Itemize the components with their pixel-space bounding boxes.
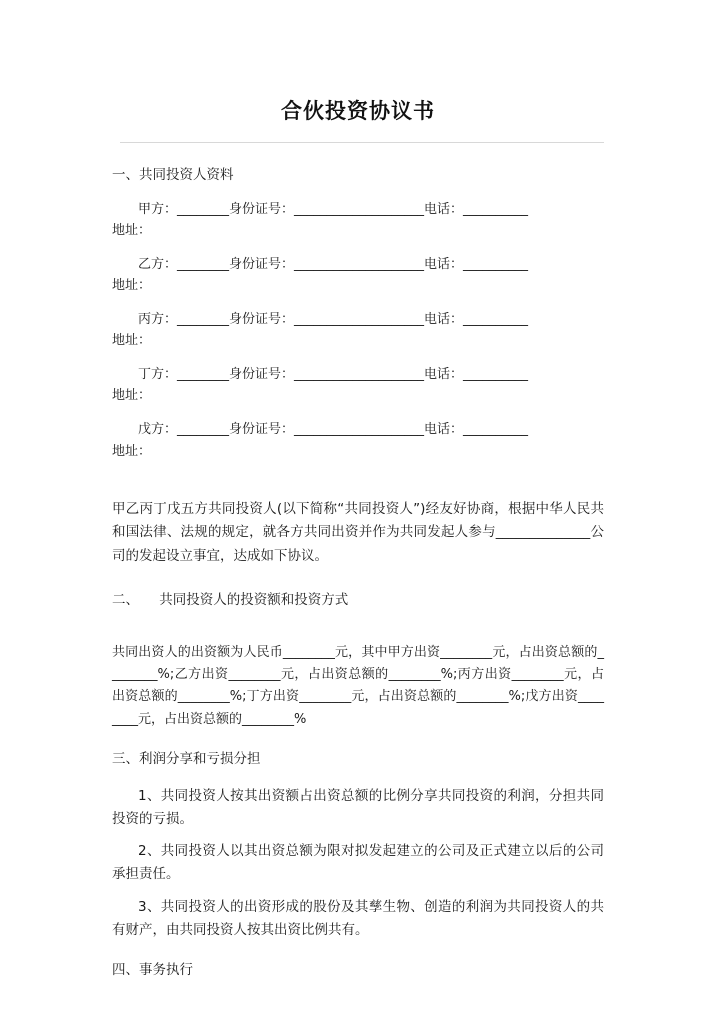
party-entry-jia <box>112 199 604 241</box>
party-entry-ding <box>112 364 604 406</box>
party-address-label-jia: 地址： <box>112 223 152 239</box>
preamble-paragraph: 甲乙丙丁戊五方共同投资人(以下简称“共同投资人”)经友好协商，根据中华人民共和国法律、法规的规定，就各方共同出资并作为共同发起人参与______________公司的发起设立事宜，达成如下协议。 <box>112 500 604 564</box>
party-entry-wu <box>112 419 604 461</box>
party-address-label-bing: 地址： <box>112 333 152 349</box>
party-line-wu: 戊方：________身份证号：____________________电话：__________ <box>112 422 529 438</box>
section-heading-4: 四、事务执行 <box>112 961 193 978</box>
party-address-label-wu: 地址： <box>112 443 152 459</box>
party-line-yi: 乙方：________身份证号：____________________电话：__________ <box>112 257 529 273</box>
section-3-item-3: 3、共同投资人的出资形成的股份及其孳生物、创造的利润为共同投资人的共有财产，由共同投资人按其出资比例共有。 <box>112 898 604 938</box>
section-heading-3: 三、利润分享和亏损分担 <box>112 751 261 768</box>
section-heading-2: 二、 共同投资人的投资额和投资方式 <box>112 592 349 609</box>
document-body <box>112 0 604 982</box>
section-3-item-2: 2、共同投资人以其出资总额为限对拟发起建立的公司及正式建立以后的公司承担责任。 <box>112 843 604 883</box>
party-entry-bing <box>112 309 604 351</box>
page-title: 合伙投资协议书 <box>281 99 435 123</box>
section-heading-1: 一、共同投资人资料 <box>112 166 234 183</box>
section-3-item-1: 1、共同投资人按其出资额占出资总额的比例分享共同投资的利润，分担共同投资的亏损。 <box>112 787 604 827</box>
party-entry-yi <box>112 254 604 296</box>
party-line-jia: 甲方：________身份证号：____________________电话：__________ <box>112 202 529 218</box>
party-line-bing: 丙方：________身份证号：____________________电话：__________ <box>112 312 529 328</box>
party-line-ding: 丁方：________身份证号：____________________电话：__________ <box>112 367 529 383</box>
party-address-label-ding: 地址： <box>112 388 152 404</box>
title-divider <box>120 142 604 143</box>
party-address-label-yi: 地址： <box>112 278 152 294</box>
section-2-paragraph: 共同出资人的出资额为人民币________元，其中甲方出资________元，占出资总额的________%;乙方出资________元，占出资总额的________%;丙方出资________元，占出资总额的________%;丁方出资________元，占出资总额的________%;戊方出资________元，占出资总额的________% <box>112 644 604 727</box>
